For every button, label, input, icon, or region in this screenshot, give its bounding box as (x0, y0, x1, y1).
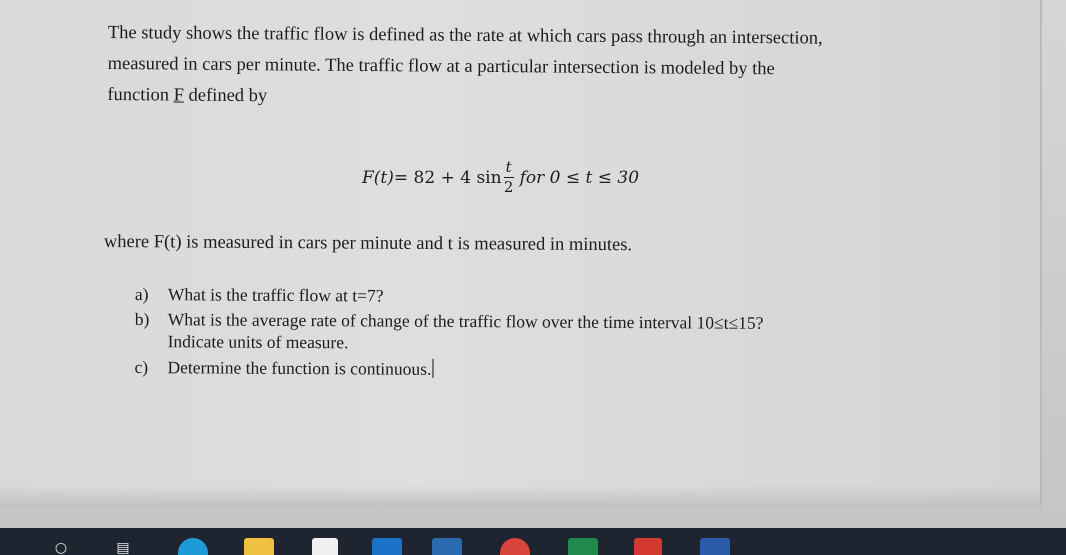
question-letter: a) (134, 283, 149, 305)
edge-browser-icon[interactable] (178, 538, 208, 555)
fraction-numerator: t (505, 158, 512, 176)
page-bottom-shadow (0, 485, 1040, 507)
question-a (135, 283, 935, 310)
function-line-prefix: function (107, 84, 174, 106)
question-text: What is the traffic flow at t=7? (167, 284, 384, 306)
question-letter: c) (134, 356, 149, 378)
question-text: What is the average rate of change of the traffic flow over the time interval 10≤t≤15? (167, 309, 764, 333)
where-line: where F(t) is measured in cars per minute and t is measured in minutes. (103, 232, 633, 256)
equation-rhs: = 82 + 4 sin (393, 167, 502, 188)
equation-lhs: F(t) (362, 167, 394, 188)
question-text[interactable] (167, 356, 433, 380)
question-list (134, 283, 935, 386)
function-letter: F (173, 85, 185, 106)
store-icon[interactable] (312, 538, 338, 555)
problem-paragraph (107, 18, 948, 118)
mail-icon[interactable] (372, 538, 402, 555)
chrome-icon[interactable] (500, 538, 530, 555)
function-line-suffix: defined by (183, 85, 268, 107)
paragraph-line-1: The study shows the traffic flow is defined as the rate at which cars pass through an intersection, (107, 22, 823, 49)
equation-fraction (504, 160, 514, 195)
search-icon[interactable]: ○ (54, 540, 68, 555)
text-cursor (432, 359, 433, 378)
file-explorer-icon[interactable] (244, 538, 274, 555)
paragraph-line-3 (107, 80, 947, 118)
function-equation (362, 160, 639, 195)
question-b-continuation: Indicate units of measure. (167, 331, 349, 353)
equation-condition: for 0 ≤ t ≤ 30 (519, 167, 640, 188)
app-icon[interactable] (432, 538, 462, 555)
task-view-icon[interactable]: ▤ (116, 540, 130, 555)
paragraph-line-2: measured in cars per minute. The traffic flow at a particular intersection is modeled by the (107, 53, 775, 80)
question-letter: b) (134, 308, 150, 330)
excel-icon[interactable] (568, 538, 598, 555)
fraction-denominator: 2 (503, 178, 514, 196)
taskbar (0, 528, 1066, 555)
app-icon-2[interactable] (700, 538, 730, 555)
question-text-content: Determine the function is continuous. (167, 357, 432, 379)
question-c (134, 356, 934, 383)
office-icon[interactable] (634, 538, 662, 555)
